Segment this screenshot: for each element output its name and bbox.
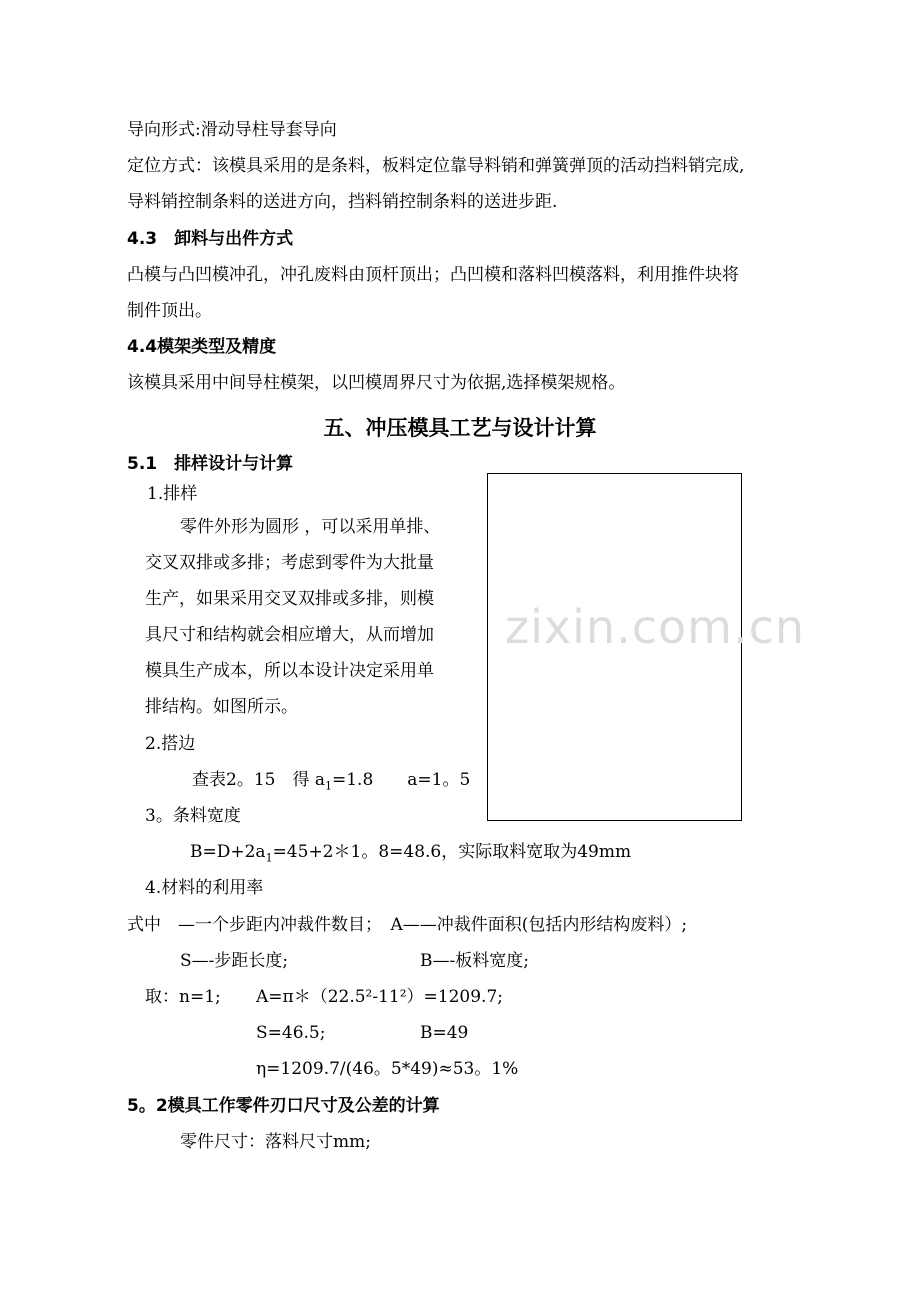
item-4: 4.材料的利用率 [145, 878, 264, 898]
lookup-text-a: 查表2。15 得 a [192, 770, 325, 790]
para-line-1: 零件外形为圆形 ，可以采用单排、 [180, 517, 441, 537]
heading-5-2: 5。2模具工作零件刃口尺寸及公差的计算 [127, 1096, 440, 1116]
width-line [190, 840, 631, 870]
heading-4-4: 4.4模架类型及精度 [127, 337, 277, 357]
para-line-5: 模具生产成本，所以本设计决定采用单 [145, 661, 434, 681]
formula-line: 式中 —一个步距内冲裁件数目； A——冲裁件面积(包括内形结构废料）; [127, 915, 688, 935]
s-definition: S—-步距长度; [180, 951, 289, 971]
width-text-b: =45+2＊1。8=48.6，实际取料宽取为49mm [272, 842, 632, 862]
unload-line-2: 制件顶出。 [127, 301, 212, 321]
part-size-line: 零件尺寸：落料尺寸mm; [180, 1132, 371, 1152]
take-width: B=49 [420, 1023, 469, 1043]
width-text-a: B=D+2a [190, 842, 266, 862]
guide-line: 导向形式:滑动导柱导套导向 [127, 120, 337, 140]
lookup-line [192, 768, 470, 798]
take-area: A=π＊（22.5²-11²）=1209.7; [256, 987, 504, 1007]
lookup-text-b: =1.8 a=1。5 [332, 770, 471, 790]
para-line-6: 排结构。如图所示。 [145, 697, 298, 717]
positioning-line-2: 导料销控制条料的送进方向，挡料销控制条料的送进步距. [127, 192, 558, 212]
take-label: 取：n=1; [145, 987, 221, 1007]
para-line-2: 交叉双排或多排；考虑到零件为大批量 [145, 553, 434, 573]
positioning-line-1: 定位方式：该模具采用的是条料，板料定位靠导料销和弹簧弹顶的活动挡料销完成, [127, 156, 745, 176]
para-line-4: 具尺寸和结构就会相应增大，从而增加 [145, 625, 434, 645]
chapter-title: 五、冲压模具工艺与设计计算 [323, 416, 597, 440]
lookup-sub: 1 [325, 779, 332, 793]
heading-5-1: 5.1 排样设计与计算 [127, 454, 294, 474]
para-line-3: 生产，如果采用交叉双排或多排，则模 [145, 589, 434, 609]
watermark: zixin.com.cn [505, 600, 806, 654]
frame-line: 该模具采用中间导柱模架，以凹模周界尺寸为依据,选择模架规格。 [127, 373, 626, 393]
b-definition: B—-板料宽度; [420, 951, 529, 971]
item-1: 1.排样 [147, 484, 198, 504]
eta-line: η=1209.7/(46。5*49)≈53。1% [256, 1059, 519, 1079]
unload-line-1: 凸模与凸凹模冲孔，冲孔废料由顶杆顶出；凸凹模和落料凹模落料，利用推件块将 [127, 265, 739, 285]
item-2: 2.搭边 [145, 734, 196, 754]
item-3: 3。条料宽度 [145, 806, 241, 826]
width-sub: 1 [265, 851, 273, 865]
take-step: S=46.5; [256, 1023, 326, 1043]
heading-4-3: 4.3 卸料与出件方式 [127, 229, 294, 249]
